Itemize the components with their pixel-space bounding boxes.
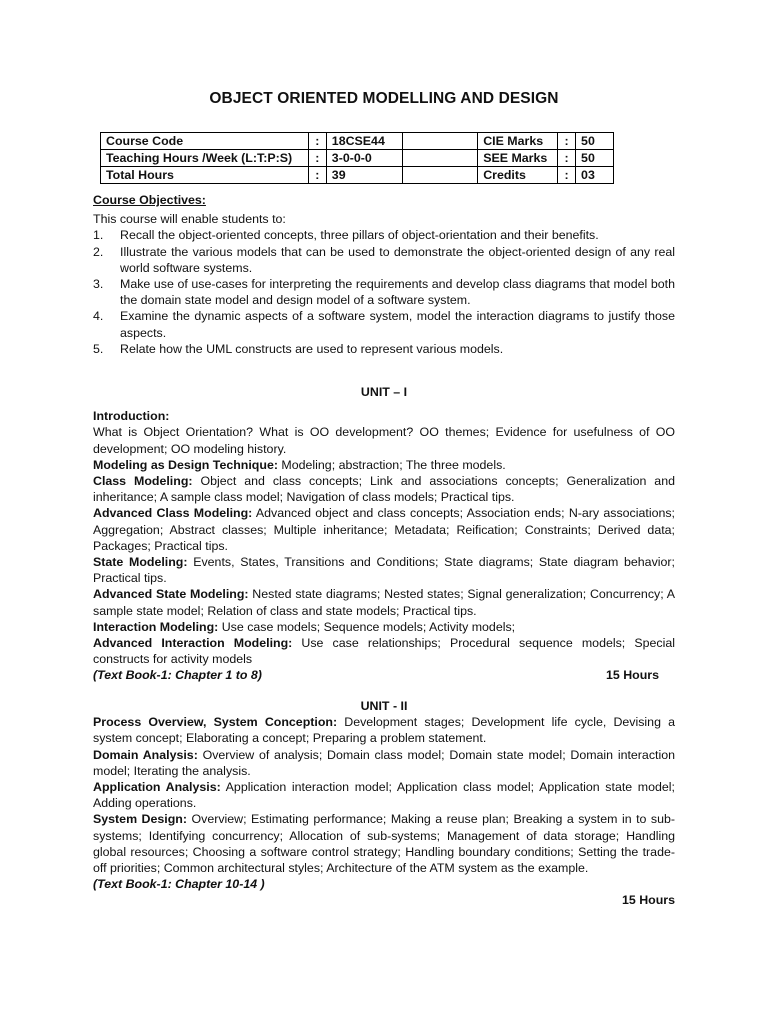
info-empty — [402, 150, 478, 167]
info-colon: : — [558, 133, 576, 150]
course-objectives — [93, 192, 675, 357]
info-key: Total Hours — [101, 167, 309, 184]
info-colon: : — [308, 133, 326, 150]
info-empty — [402, 133, 478, 150]
course-info-table — [100, 132, 614, 184]
table-row — [101, 133, 614, 150]
info-value: 50 — [576, 150, 614, 167]
page-title: OBJECT ORIENTED MODELLING AND DESIGN — [209, 90, 559, 107]
info-value: 39 — [326, 167, 402, 184]
info-value: 18CSE44 — [326, 133, 402, 150]
list-item: 2. Illustrate the various models that can be used to demonstrate the object-oriented design of any real world software systems. — [93, 244, 675, 275]
info-key: SEE Marks — [478, 150, 558, 167]
unit-footer — [93, 667, 675, 683]
info-value: 03 — [576, 167, 614, 184]
topic-paragraph: State Modeling: Events, States, Transitions and Conditions; State diagrams; State diagram behavior; Practical tips. — [93, 555, 675, 586]
topic-paragraph: Advanced Interaction Modeling: Use case relationships; Procedural sequence models; Special constructs for activity models — [93, 636, 675, 667]
topic-paragraph: Advanced Class Modeling: Advanced object and class concepts; Association ends; N-ary associations; Aggregation; Abstract classes; Multiple inheritance; Metadata; Reification; Constraints; Derived data; Packages; Practical tips. — [93, 506, 675, 553]
unit-hours: 15 Hours — [621, 893, 675, 908]
topic-paragraph: Modeling as Design Technique: Modeling; abstraction; The three models. — [93, 457, 506, 472]
info-colon: : — [558, 167, 576, 184]
info-key: Teaching Hours /Week (L:T:P:S) — [101, 150, 309, 167]
textbook-reference: (Text Book-1: Chapter 10-14 ) — [93, 877, 265, 892]
topic-label: Introduction: — [93, 409, 170, 424]
info-value: 50 — [576, 133, 614, 150]
info-key: Course Code — [101, 133, 309, 150]
topic-paragraph: Process Overview, System Conception: Development stages; Development life cycle, Devising a system concept; Elaborating a concept; Preparing a problem statement. — [93, 715, 675, 746]
info-key: Credits — [478, 167, 558, 184]
info-colon: : — [308, 167, 326, 184]
topic-paragraph: Interaction Modeling: Use case models; Sequence models; Activity models; — [93, 619, 516, 634]
unit-heading: UNIT - II — [360, 699, 408, 713]
list-item: 5. Relate how the UML constructs are used to represent various models. — [93, 341, 504, 356]
objectives-intro: This course will enable students to: — [93, 212, 286, 227]
table-row — [101, 150, 614, 167]
unit-1 — [93, 384, 675, 684]
list-item: 1. Recall the object-oriented concepts, three pillars of object-orientation and their benefits. — [93, 228, 599, 243]
objectives-heading: Course Objectives: — [93, 193, 206, 207]
topic-paragraph: Application Analysis: Application interaction model; Application class model; Application state model; Adding operations. — [93, 780, 675, 811]
table-row — [101, 167, 614, 184]
topic-paragraph: Class Modeling: Object and class concepts; Link and associations concepts; Generalization and inheritance; A sample class model; Navigation of class models; Practical tips. — [93, 474, 675, 505]
unit-heading: UNIT – I — [360, 385, 408, 399]
objectives-list — [93, 227, 675, 357]
unit-hours: 15 Hours — [605, 668, 659, 683]
textbook-reference: (Text Book-1: Chapter 1 to 8) — [93, 668, 262, 683]
topic-paragraph: Advanced State Modeling: Nested state diagrams; Nested states; Signal generalization; Concurrency; A sample state model; Relation of class and state models; Practical tips. — [93, 587, 675, 618]
info-key: CIE Marks — [478, 133, 558, 150]
list-item: 4. Examine the dynamic aspects of a software system, model the interaction diagrams to justify those aspects. — [93, 309, 675, 340]
list-item: 3. Make use of use-cases for interpreting the requirements and develop class diagrams that model both the domain state model and design model of a software system. — [93, 277, 675, 308]
info-value: 3-0-0-0 — [326, 150, 402, 167]
info-colon: : — [308, 150, 326, 167]
topic-text: What is Object Orientation? What is OO development? OO themes; Evidence for usefulness of OO development; OO modeling history. — [93, 425, 675, 456]
info-empty — [402, 167, 478, 184]
unit-2 — [93, 698, 675, 909]
topic-paragraph: Domain Analysis: Overview of analysis; Domain class model; Domain state model; Domain interaction model; Iterating the analysis. — [93, 747, 675, 778]
info-colon: : — [558, 150, 576, 167]
topic-paragraph: System Design: Overview; Estimating performance; Making a reuse plan; Breaking a system in to sub-systems; Identifying concurrency; Allocation of sub-systems; Management of data storage; Handling global resources; Choosing a software control strategy; Handling boundary conditions; Setting the trade-off priorities; Common architectural styles; Architecture of the ATM system as the example. — [93, 812, 675, 876]
